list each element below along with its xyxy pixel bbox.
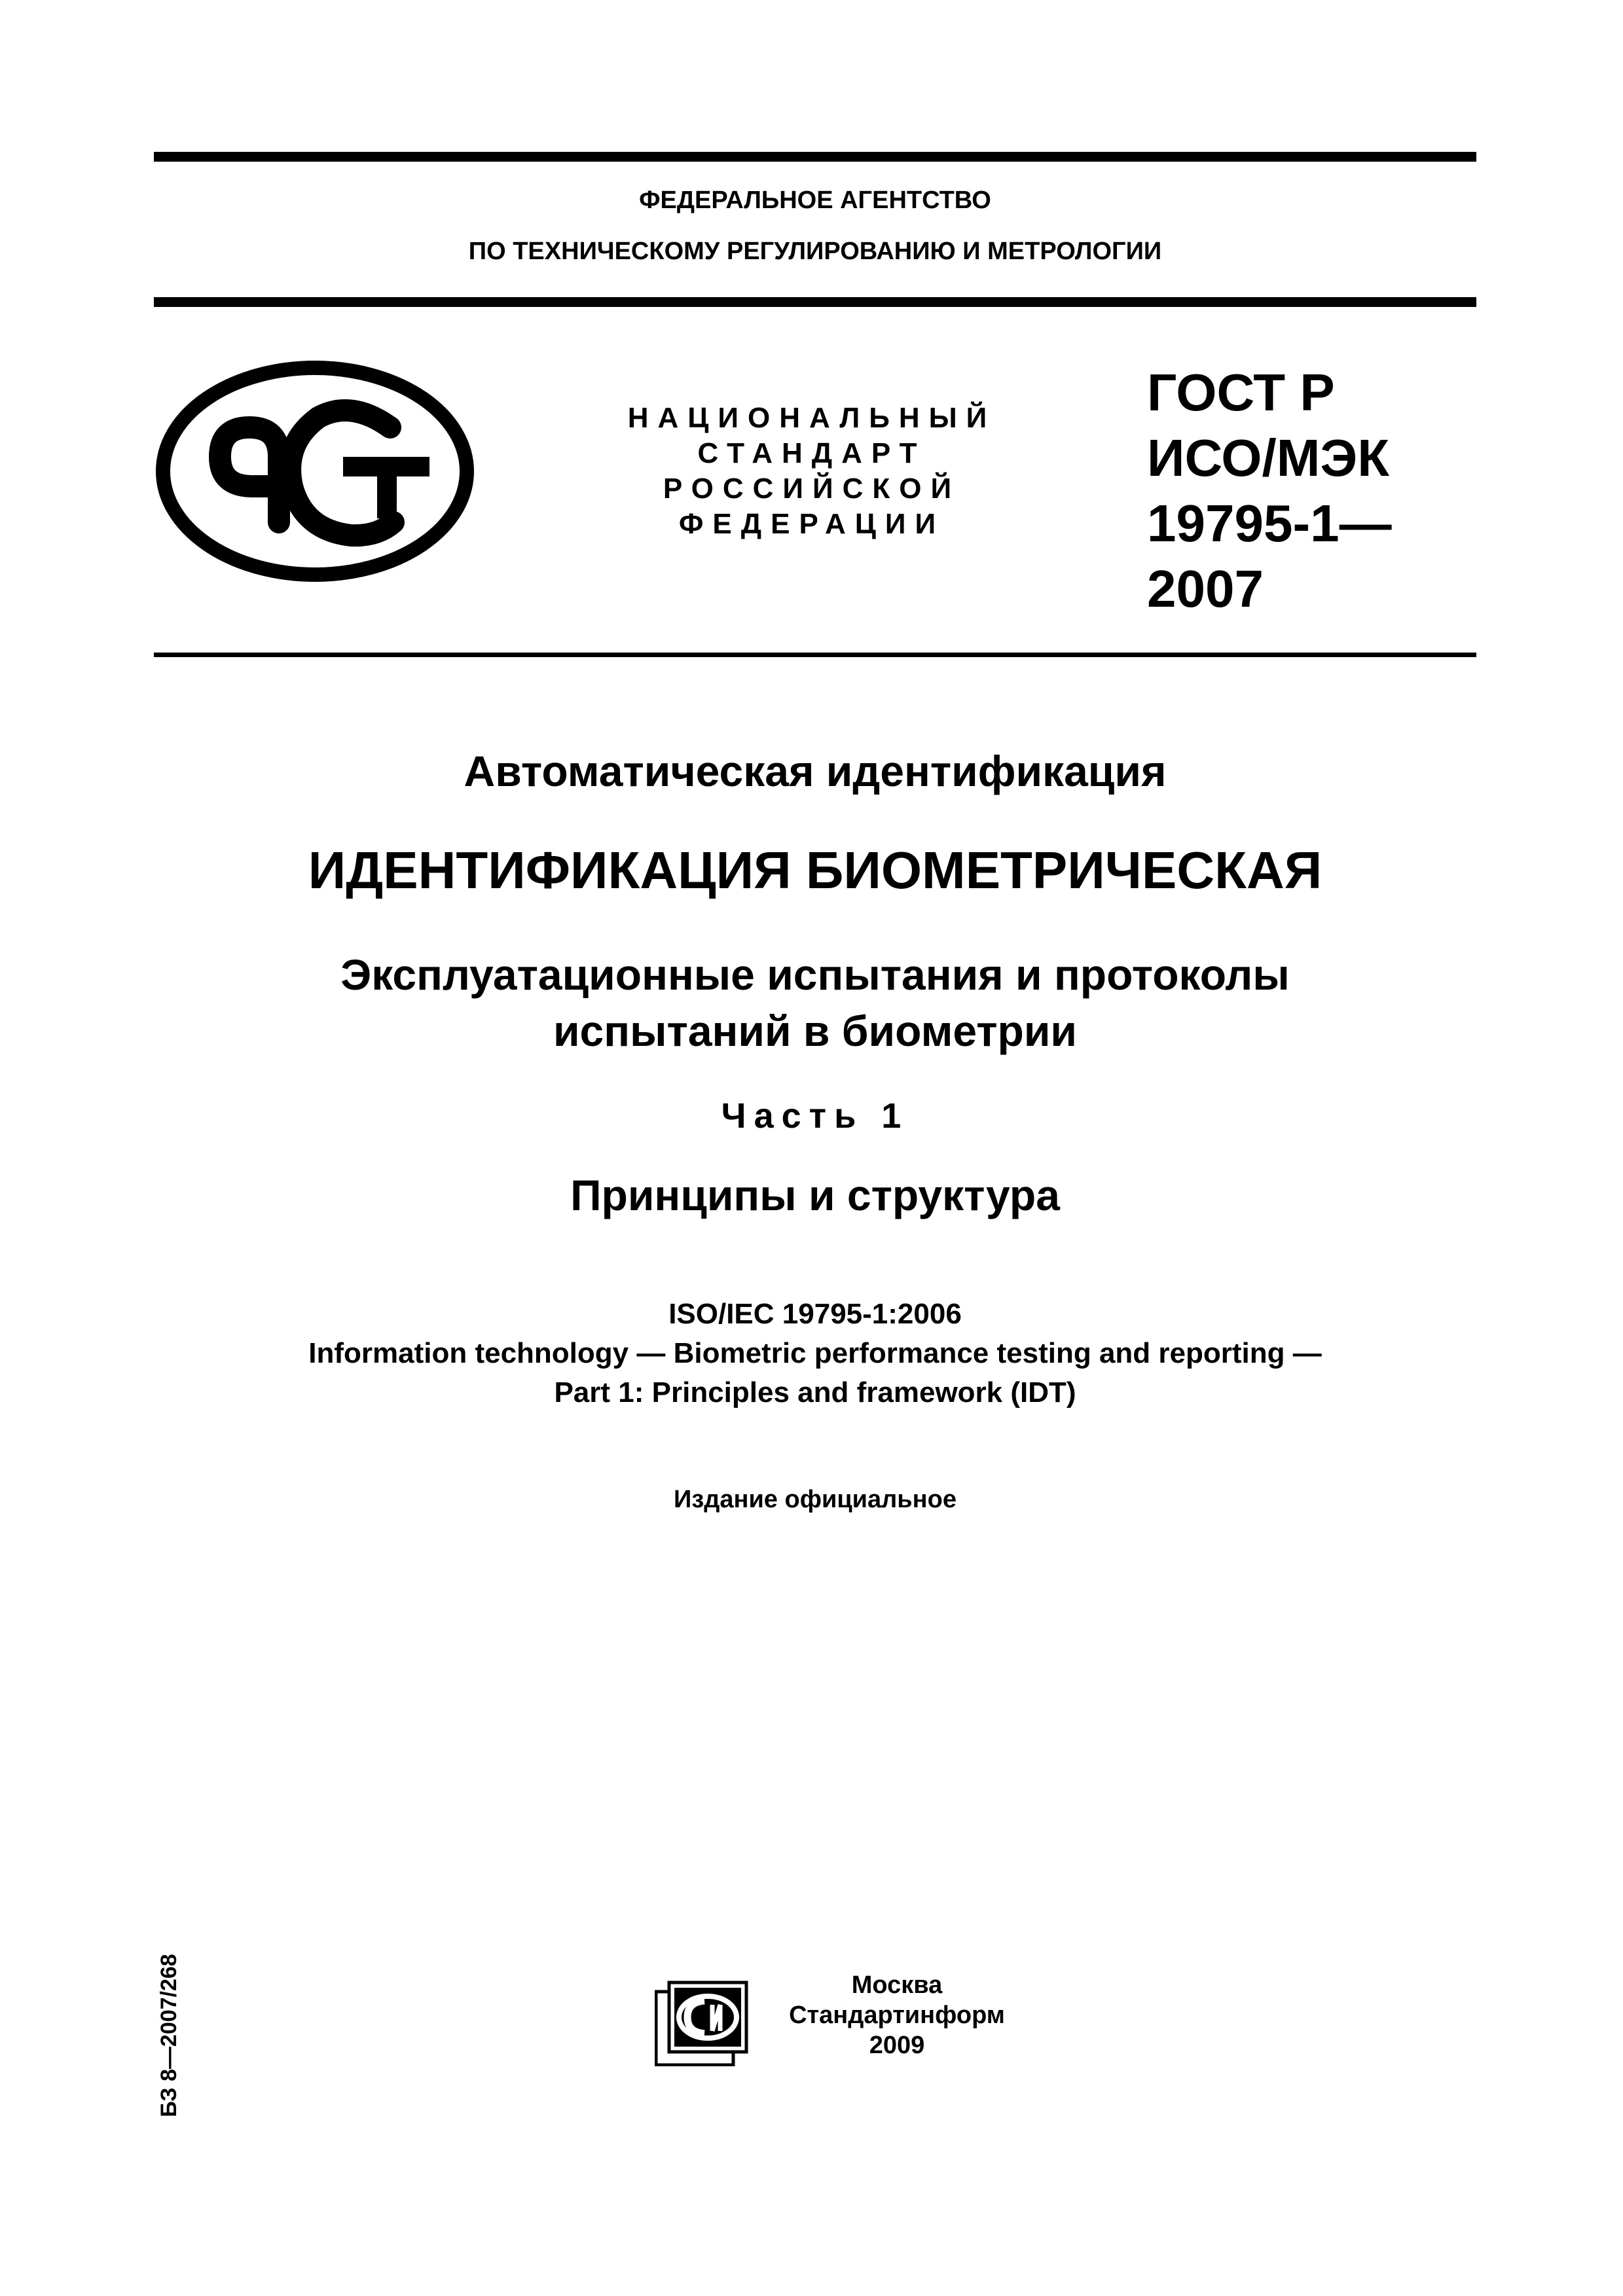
designation-line-2: ИСО/МЭК (1147, 429, 1390, 487)
top-rule (154, 152, 1476, 162)
national-line-4: ФЕДЕРАЦИИ (678, 508, 945, 540)
title-group: Автоматическая идентификация (464, 747, 1167, 795)
iso-line-3: Part 1: Principles and framework (IDT) (554, 1376, 1076, 1408)
part-title: Принципы и структура (570, 1171, 1060, 1219)
publisher-name: Стандартинформ (789, 2001, 1005, 2029)
agency-line-2: ПО ТЕХНИЧЕСКОМУ РЕГУЛИРОВАНИЮ И МЕТРОЛОГИИ (468, 238, 1162, 265)
agency-line-1: ФЕДЕРАЛЬНОЕ АГЕНТСТВО (639, 187, 991, 214)
publisher-block (773, 1970, 1021, 2060)
title-main: ИДЕНТИФИКАЦИЯ БИОМЕТРИЧЕСКАЯ (308, 841, 1322, 899)
part-number: Часть 1 (721, 1096, 909, 1136)
national-line-1: НАЦИОНАЛЬНЫЙ (627, 402, 996, 434)
rst-certification-mark-icon (155, 359, 475, 584)
standartinform-logo-icon (655, 1980, 753, 2066)
publisher-year: 2009 (869, 2032, 925, 2059)
national-standard-label (570, 401, 1054, 542)
title-subtitle (154, 946, 1476, 1059)
national-line-2: СТАНДАРТ (697, 437, 926, 469)
publisher-city: Москва (851, 1971, 943, 1999)
side-code-text: БЗ 8—2007/268 (156, 1954, 181, 2117)
international-reference (154, 1295, 1476, 1412)
iso-line-2: Information technology — Biometric performance testing and reporting — (308, 1337, 1322, 1369)
designation-line-3: 19795-1— (1147, 494, 1392, 552)
designation-line-4: 2007 (1147, 560, 1264, 618)
edition-label: Издание официальное (674, 1486, 957, 1513)
side-code (156, 1898, 182, 2173)
standard-designation (1147, 360, 1474, 622)
designation-line-1: ГОСТ Р (1147, 363, 1335, 422)
national-line-3: РОССИЙСКОЙ (663, 473, 961, 505)
subtitle-line-2: испытаний в биометрии (553, 1007, 1078, 1055)
iso-line-1: ISO/IEC 19795-1:2006 (668, 1298, 962, 1330)
title-rule (154, 653, 1476, 657)
header-rule (154, 297, 1476, 307)
subtitle-line-1: Эксплуатационные испытания и протоколы (340, 950, 1290, 999)
